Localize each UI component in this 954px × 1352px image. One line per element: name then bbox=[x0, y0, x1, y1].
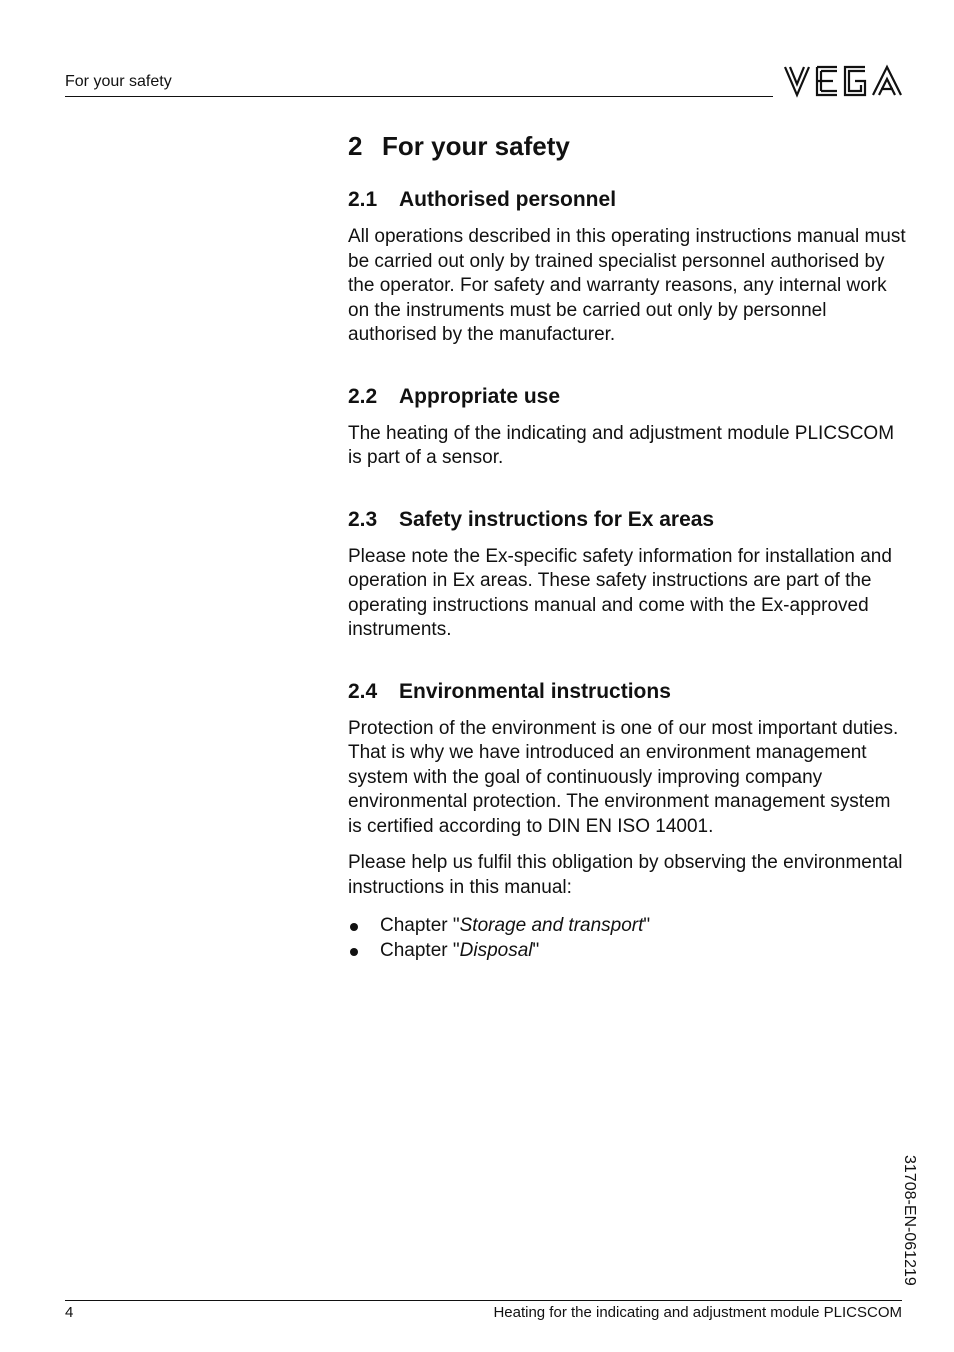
section-heading bbox=[348, 677, 908, 707]
section-heading bbox=[348, 382, 908, 412]
section-number: 2.3 bbox=[348, 507, 378, 531]
document-id: 31708-EN-061219 bbox=[901, 1155, 918, 1286]
section-title: Environmental instructions bbox=[399, 679, 671, 703]
list-item-chapter-name: Disposal bbox=[459, 939, 533, 961]
paragraph: Please note the Ex-specific safety information for installation and operation in Ex areas. These safety instructions are part of the operating instructions manual and come with the Ex-approved instruments. bbox=[348, 545, 892, 640]
page-number: 4 bbox=[65, 1304, 74, 1321]
header-rule bbox=[65, 96, 773, 97]
footer-document-title: Heating for the indicating and adjustment module PLICSCOM bbox=[493, 1304, 902, 1321]
section-title: Appropriate use bbox=[399, 384, 561, 408]
section-environmental-instructions bbox=[348, 677, 908, 964]
bullet-icon bbox=[350, 948, 358, 956]
section-number: 2.4 bbox=[348, 679, 378, 703]
paragraph: The heating of the indicating and adjustment module PLICSCOM is part of a sensor. bbox=[348, 422, 895, 468]
section-number: 2.1 bbox=[348, 188, 378, 211]
list-item-prefix: Chapter " bbox=[380, 939, 460, 961]
chapter-heading bbox=[348, 127, 908, 165]
section-authorised-personnel bbox=[348, 185, 908, 348]
section-title: Safety instructions for Ex areas bbox=[399, 507, 715, 531]
paragraph: Please help us fulfil this obligation by observing the environmental instructions in this manual: bbox=[348, 852, 903, 898]
section-title: Authorised personnel bbox=[399, 188, 617, 211]
vega-logo bbox=[783, 64, 903, 98]
list-item-chapter-name: Storage and transport bbox=[459, 915, 644, 936]
section-number: 2.2 bbox=[348, 384, 378, 408]
section-appropriate-use bbox=[348, 382, 908, 471]
section-heading bbox=[348, 185, 908, 215]
list-item bbox=[348, 939, 908, 964]
running-header: For your safety bbox=[65, 73, 172, 90]
section-heading bbox=[348, 505, 908, 535]
paragraph: All operations described in this operating instructions manual must be carried out only by trained specialist personnel authorised by the operator. For safety and warranty reasons, any internal work on the instruments must be carried out only by personnel authorised by the manufacturer. bbox=[348, 226, 906, 345]
chapter-reference-list bbox=[348, 914, 908, 963]
section-ex-safety bbox=[348, 505, 908, 643]
paragraph: Protection of the environment is one of our most important duties. That is why we have introduced an environment management system with the goal of continuously improving company environmental protection. The environment management system is certified according to DIN EN ISO 14001. bbox=[348, 717, 899, 837]
list-item-suffix: " bbox=[532, 939, 540, 961]
list-item-suffix: " bbox=[643, 915, 651, 936]
chapter-number: 2 bbox=[348, 131, 363, 161]
list-item-prefix: Chapter " bbox=[380, 915, 460, 936]
list-item bbox=[348, 914, 908, 939]
footer-rule bbox=[65, 1300, 902, 1301]
main-content bbox=[348, 127, 908, 963]
chapter-title: For your safety bbox=[382, 131, 570, 161]
bullet-icon bbox=[350, 923, 358, 931]
